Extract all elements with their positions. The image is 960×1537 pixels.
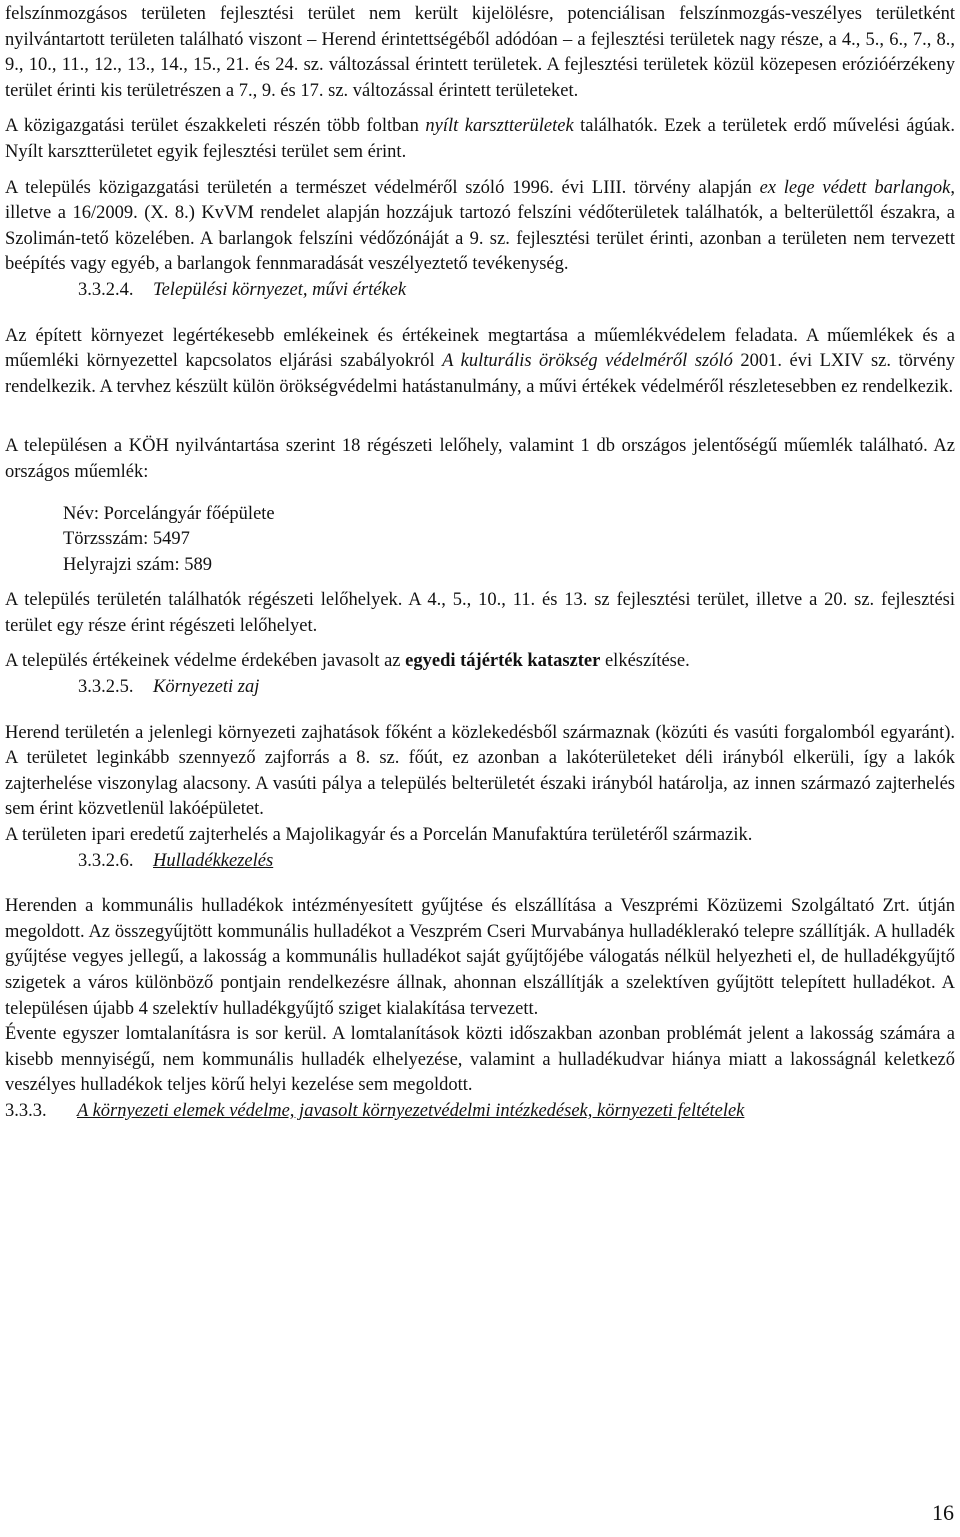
paragraph-waste-collection	[5, 894, 955, 1022]
text-run: 2001. évi LXIV sz. törvény rendelkezik. A tervhez készült külön örökségvédelmi hatástanulmány, a művi értékek védelméről részletesebben ez rendelkezik.	[5, 351, 956, 397]
monument-register-number: Törzsszám: 5497	[63, 529, 190, 550]
section-heading-3-3-3	[5, 1099, 955, 1125]
monument-name: Név: Porcelángyár főépülete	[63, 503, 275, 524]
text-run: A területen ipari eredetű zajterhelés a Majolikagyár és a Porcelán Manufaktúra területéről származik.	[5, 825, 753, 846]
monument-lot-number: Helyrajzi szám: 589	[63, 554, 212, 575]
paragraph-karst-areas	[5, 114, 955, 165]
italic-text: nyílt karsztterületek	[425, 116, 574, 137]
section-title: Hulladékkezelés	[153, 850, 274, 871]
text-run: A település értékeinek védelme érdekében javasolt az	[5, 651, 406, 672]
section-title: A környezeti elemek védelme, javasolt környezetvédelmi intézkedések, környezeti feltételek	[77, 1100, 745, 1121]
paragraph-archaeological-development	[5, 588, 955, 639]
text-run: A település területén találhatók régészeti lelőhelyek. A 4., 5., 10., 11. és 13. sz fejlesztési terület, illetve a 20. sz. fejlesztési terület egy része érint régészeti lelőhelyet.	[5, 590, 955, 636]
text-run: Herend területén a jelenlegi környezeti zajhatások főként a közlekedésből származnak (közúti és vasúti forgalomból egyaránt). A területet leginkább szennyező zajforrás a 8. sz. főút, ez azonban a lakóterületeket déli irányból elkerüli, így a lakók zajterhelése viszonylag alacsony. A vasúti pálya a település belterületét északi irányból határolja, az innen származó zajterhelés sem érint közvetlenül lakóépületet.	[5, 722, 955, 820]
text-run: Herenden a kommunális hulladékok intézményesített gyűjtése és elszállítása a Veszprémi Közüzemi Szolgáltató Zrt. útján megoldott. Az összegyűjtött kommunális hulladékot a Veszprém Cseri Murvabánya hulladéklerakó telepre szállítják. A hulladék gyűjtése vegyes jellegű, a lakosság a kommunális hulladékot saját gyűjtőjébe válogatás nélkül helyezheti el, de hulladékgyűjtő szigetek a város különböző pontjain rendelkezésre állnak, ahonnan elszállítják a szelektíven gyűjtött telepített hulladékot. A településen újabb 4 szelektív hulladékgyűjtő sziget kialakítása tervezett.	[5, 896, 955, 1019]
paragraph-landscape-value	[5, 649, 955, 675]
section-number: 3.3.2.4.	[78, 279, 134, 300]
section-title: Környezeti zaj	[153, 677, 260, 698]
section-number: 3.3.2.5.	[78, 677, 134, 698]
paragraph-archaeological-sites	[5, 434, 955, 485]
paragraph-traffic-noise	[5, 721, 955, 823]
section-number: 3.3.3.	[5, 1100, 47, 1121]
italic-text: ex lege védett barlangok	[759, 177, 951, 198]
text-run: A településen a KÖH nyilvántartása szerint 18 régészeti lelőhely, valamint 1 db országos jelentőségű műemlék található. Az országos műemlék:	[5, 436, 955, 482]
text-run: , illetve a 16/2009. (X. 8.) KvVM rendelet alapján hozzájuk tartozó felszíni védőterületek találhatók, a belterülettől északra, a Szolimán-tető közelében. A barlangok felszíni védőzónáját a 9. sz. fejlesztési terület érinti, azonban a területen nem tervezett beépítés vagy egyéb, a barlangok fennmaradását veszélyeztető tevékenység.	[5, 177, 956, 275]
text-run: találhatók. Ezek a területek erdő művelési ágúak. Nyílt karsztterületet egyik fejlesztési terület sem érint.	[5, 116, 955, 162]
text-run: A település közigazgatási területén a természet védelméről szóló 1996. évi LIII. törvény alapján	[5, 177, 760, 198]
paragraph-bulk-waste	[5, 1022, 955, 1099]
section-number: 3.3.2.6.	[78, 850, 134, 871]
paragraph-landslide-areas	[5, 2, 955, 104]
monument-details	[63, 502, 955, 579]
text-run: Évente egyszer lomtalanításra is sor kerül. A lomtalanítások közti időszakban azonban problémát jelent a lakosság számára a kisebb mennyiségű, nem kommunális hulladék elhelyezése, valamint a hulladékudvar hiánya miatt a lakosságnál keletkező veszélyes hulladékok teljes körű helyi kezelése sem megoldott.	[5, 1024, 955, 1096]
text-run: felszínmozgásos területen fejlesztési terület nem került kijelölésre, potenciálisan felszínmozgás-veszélyes területként nyilvántartott területen található viszont – Herend érintettségéből adódóan – a fejlesztési területek nagy része, a 4., 5., 6., 7., 8., 9., 10., 11., 12., 13., 14., 15., 21. és 24. sz. változással érintett területek. A fejlesztési területek közül közepesen erózióérzékeny terület érinti kis területrészen a 7., 9. és 17. sz. változással érintett területeket.	[5, 4, 955, 101]
section-heading-3-3-2-5	[5, 675, 955, 701]
paragraph-industrial-noise	[5, 823, 955, 849]
text-run: Az épített környezet legértékesebb emlékeinek és értékeinek megtartása a műemlékvédelem feladata. A műemlékek és a műemléki környezettel kapcsolatos eljárási szabályokról	[5, 325, 955, 372]
section-heading-3-3-2-6	[5, 849, 955, 875]
paragraph-protected-caves	[5, 176, 955, 278]
section-title: Települési környezet, művi értékek	[153, 279, 407, 300]
page-number: 16	[932, 1500, 954, 1525]
paragraph-built-environment	[5, 324, 955, 401]
text-run: elkészítése.	[600, 651, 690, 672]
bold-text: egyedi tájérték kataszter	[405, 651, 601, 672]
text-run: A közigazgatási terület északkeleti részén több foltban	[5, 116, 426, 137]
section-heading-3-3-2-4	[5, 278, 955, 304]
italic-text: A kulturális örökség védelméről szóló	[442, 351, 733, 372]
document-page	[5, 2, 955, 1125]
